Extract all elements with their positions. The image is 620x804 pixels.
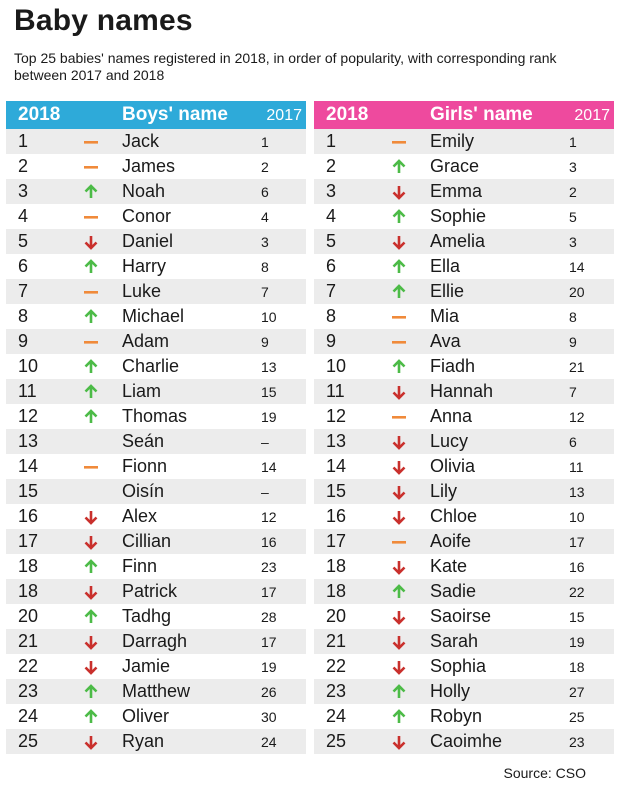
rank-2018: 25 <box>326 731 347 751</box>
baby-name: Michael <box>122 306 185 326</box>
rank-2018: 21 <box>18 631 39 651</box>
rank-2017: 21 <box>569 359 585 375</box>
table-row <box>314 454 614 479</box>
baby-name: Ryan <box>122 731 165 751</box>
arrow-down-icon <box>390 233 408 251</box>
arrow-up-icon <box>390 258 408 276</box>
rank-2018: 14 <box>326 456 347 476</box>
arrow-down-icon <box>390 508 408 526</box>
arrow-down-icon <box>82 508 100 526</box>
rank-2017: 26 <box>261 684 277 700</box>
arrow-up-icon <box>82 558 100 576</box>
table-row <box>314 179 614 204</box>
baby-name: Harry <box>122 256 166 276</box>
rank-2018: 6 <box>18 256 29 276</box>
rank-2018: 6 <box>326 256 337 276</box>
table-row <box>6 454 306 479</box>
rank-2018: 10 <box>326 356 347 376</box>
baby-name: Ava <box>430 331 461 351</box>
table-row <box>6 204 306 229</box>
rank-2017: 10 <box>261 309 277 325</box>
baby-name: Saoirse <box>430 606 492 626</box>
rank-2018: 16 <box>326 506 347 526</box>
table-row <box>6 129 306 154</box>
rank-2017: 15 <box>261 384 277 400</box>
rank-2018: 18 <box>18 581 39 601</box>
rank-2017: 3 <box>261 234 269 250</box>
rank-2017: 20 <box>569 284 585 300</box>
table-row <box>314 429 614 454</box>
girls-table-header <box>314 101 614 129</box>
no-change-dash-icon <box>82 333 100 351</box>
rank-2017: 12 <box>569 409 585 425</box>
table-row <box>314 604 614 629</box>
rank-2017: 19 <box>261 659 277 675</box>
rank-2018: 12 <box>18 406 39 426</box>
rank-2017: 16 <box>569 559 585 575</box>
table-row <box>314 629 614 654</box>
baby-name: Matthew <box>122 681 191 701</box>
rank-2017: 9 <box>261 334 269 350</box>
rank-2018: 11 <box>326 381 345 401</box>
rank-2018: 14 <box>18 456 39 476</box>
arrow-down-icon <box>390 458 408 476</box>
rank-2018: 10 <box>18 356 39 376</box>
baby-name: Sarah <box>430 631 479 651</box>
baby-name: Lucy <box>430 431 469 451</box>
baby-name: Luke <box>122 281 162 301</box>
arrow-down-icon <box>390 433 408 451</box>
rank-2017: 11 <box>569 459 584 475</box>
table-row <box>314 254 614 279</box>
table-row <box>6 379 306 404</box>
rank-2017: 28 <box>261 609 277 625</box>
rank-2018: 13 <box>18 431 39 451</box>
table-row <box>6 279 306 304</box>
table-row <box>314 704 614 729</box>
arrow-down-icon <box>82 658 100 676</box>
rank-2017: 3 <box>569 159 577 175</box>
arrow-up-icon <box>82 683 100 701</box>
arrow-up-icon <box>82 708 100 726</box>
rank-2017: 8 <box>569 309 577 325</box>
table-row <box>6 229 306 254</box>
arrow-down-icon <box>390 658 408 676</box>
girls-header-name: Girls' name <box>430 104 533 125</box>
arrow-down-icon <box>82 733 100 751</box>
table-row <box>6 429 306 454</box>
table-row <box>6 504 306 529</box>
rank-2018: 17 <box>326 531 347 551</box>
arrow-up-icon <box>390 583 408 601</box>
rank-2017: – <box>261 434 269 450</box>
rank-2018: 5 <box>18 231 29 251</box>
rank-2017: 7 <box>261 284 269 300</box>
no-change-dash-icon <box>82 158 100 176</box>
baby-name: Emily <box>430 131 474 151</box>
arrow-down-icon <box>390 633 408 651</box>
rank-2017: 1 <box>569 134 577 150</box>
baby-name: Ella <box>430 256 461 276</box>
table-row <box>314 304 614 329</box>
girls-header-2017: 2017 <box>574 107 610 124</box>
rank-2018: 24 <box>18 706 39 726</box>
girls-header-2018: 2018 <box>326 104 369 125</box>
table-row <box>6 354 306 379</box>
baby-name: Cillian <box>122 531 172 551</box>
rank-2017: 13 <box>569 484 585 500</box>
rank-2017: 7 <box>569 384 577 400</box>
baby-name: James <box>122 156 176 176</box>
rank-2017: 10 <box>569 509 585 525</box>
rank-2018: 15 <box>18 481 39 501</box>
baby-name: Chloe <box>430 506 478 526</box>
table-row <box>314 679 614 704</box>
baby-name: Fionn <box>122 456 168 476</box>
baby-name: Robyn <box>430 706 483 726</box>
table-row <box>314 129 614 154</box>
arrow-up-icon <box>82 608 100 626</box>
rank-2017: 27 <box>569 684 585 700</box>
rank-2017: 17 <box>261 584 277 600</box>
baby-name: Sophia <box>430 656 487 676</box>
baby-name: Liam <box>122 381 162 401</box>
table-row <box>314 554 614 579</box>
baby-name: Patrick <box>122 581 178 601</box>
arrow-up-icon <box>390 208 408 226</box>
no-change-dash-icon <box>82 208 100 226</box>
baby-name: Alex <box>122 506 158 526</box>
arrow-down-icon <box>390 558 408 576</box>
arrow-down-icon <box>82 533 100 551</box>
boys-names-table <box>6 101 306 754</box>
arrow-down-icon <box>390 483 408 501</box>
arrow-down-icon <box>82 583 100 601</box>
table-row <box>6 554 306 579</box>
boys-header-name: Boys' name <box>122 104 228 125</box>
table-row <box>314 654 614 679</box>
baby-name: Sophie <box>430 206 487 226</box>
rank-2018: 23 <box>18 681 39 701</box>
table-row <box>314 329 614 354</box>
table-row <box>314 479 614 504</box>
rank-2018: 18 <box>326 581 347 601</box>
baby-name: Darragh <box>122 631 188 651</box>
table-row <box>6 404 306 429</box>
source-note: Source: CSO <box>503 765 586 781</box>
arrow-up-icon <box>82 408 100 426</box>
no-change-dash-icon <box>82 133 100 151</box>
rank-2018: 11 <box>18 381 37 401</box>
rank-2018: 4 <box>18 206 29 226</box>
baby-name: Ellie <box>430 281 465 301</box>
baby-name: Kate <box>430 556 468 576</box>
no-change-dash-icon <box>82 458 100 476</box>
baby-name: Charlie <box>122 356 180 376</box>
rank-2017: 6 <box>261 184 269 200</box>
table-row <box>6 154 306 179</box>
rank-2018: 4 <box>326 206 337 226</box>
rank-2018: 22 <box>18 656 39 676</box>
rank-2017: 23 <box>569 734 585 750</box>
rank-2018: 22 <box>326 656 347 676</box>
table-row <box>6 529 306 554</box>
rank-2018: 16 <box>18 506 39 526</box>
page-subtitle: Top 25 babies' names registered in 2018, in order of popularity, with corresponding rank between 2017 and 2018 <box>14 50 557 83</box>
arrow-up-icon <box>390 683 408 701</box>
table-row <box>314 404 614 429</box>
rank-2017: 5 <box>569 209 577 225</box>
table-row <box>6 654 306 679</box>
rank-2017: 19 <box>569 634 585 650</box>
rank-2017: 22 <box>569 584 585 600</box>
table-row <box>314 154 614 179</box>
rank-2018: 7 <box>326 281 337 301</box>
rank-2018: 18 <box>326 556 347 576</box>
rank-2018: 5 <box>326 231 337 251</box>
rank-2017: 3 <box>569 234 577 250</box>
rank-2018: 1 <box>18 131 29 151</box>
no-trend-icon <box>82 433 100 451</box>
arrow-up-icon <box>82 258 100 276</box>
arrow-up-icon <box>390 283 408 301</box>
baby-name: Grace <box>430 156 480 176</box>
table-row <box>6 579 306 604</box>
baby-name: Olivia <box>430 456 476 476</box>
rank-2018: 2 <box>18 156 29 176</box>
table-row <box>6 704 306 729</box>
boys-table-rows <box>6 129 306 754</box>
arrow-up-icon <box>390 158 408 176</box>
baby-name: Emma <box>430 181 483 201</box>
no-change-dash-icon <box>390 533 408 551</box>
rank-2017: 16 <box>261 534 277 550</box>
no-trend-icon <box>82 483 100 501</box>
table-row <box>6 179 306 204</box>
table-row <box>6 254 306 279</box>
baby-name: Caoimhe <box>430 731 503 751</box>
baby-name: Jack <box>122 131 160 151</box>
arrow-down-icon <box>390 183 408 201</box>
table-row <box>6 729 306 754</box>
rank-2017: 4 <box>261 209 269 225</box>
rank-2018: 24 <box>326 706 347 726</box>
baby-name: Conor <box>122 206 172 226</box>
rank-2017: 18 <box>569 659 585 675</box>
rank-2017: – <box>261 484 269 500</box>
arrow-down-icon <box>82 633 100 651</box>
arrow-up-icon <box>82 383 100 401</box>
table-row <box>314 579 614 604</box>
baby-name: Hannah <box>430 381 494 401</box>
baby-name: Sadie <box>430 581 477 601</box>
table-row <box>6 679 306 704</box>
baby-name: Finn <box>122 556 158 576</box>
baby-name: Daniel <box>122 231 174 251</box>
baby-name: Amelia <box>430 231 486 251</box>
rank-2018: 1 <box>326 131 337 151</box>
table-row <box>6 479 306 504</box>
rank-2018: 3 <box>326 181 337 201</box>
table-row <box>314 379 614 404</box>
rank-2017: 8 <box>261 259 269 275</box>
baby-name: Noah <box>122 181 166 201</box>
baby-name: Jamie <box>122 656 171 676</box>
rank-2018: 12 <box>326 406 347 426</box>
rank-2017: 6 <box>569 434 577 450</box>
table-row <box>6 329 306 354</box>
baby-name: Thomas <box>122 406 188 426</box>
boys-header-2017: 2017 <box>266 107 302 124</box>
baby-name: Fiadh <box>430 356 476 376</box>
rank-2018: 7 <box>18 281 29 301</box>
rank-2018: 25 <box>18 731 39 751</box>
rank-2018: 8 <box>18 306 29 326</box>
arrow-down-icon <box>82 233 100 251</box>
rank-2017: 15 <box>569 609 585 625</box>
rank-2018: 17 <box>18 531 39 551</box>
no-change-dash-icon <box>82 283 100 301</box>
table-row <box>314 279 614 304</box>
baby-name: Oisín <box>122 481 165 501</box>
rank-2017: 19 <box>261 409 277 425</box>
baby-name: Aoife <box>430 531 472 551</box>
table-row <box>314 354 614 379</box>
arrow-up-icon <box>390 358 408 376</box>
baby-name: Anna <box>430 406 473 426</box>
rank-2017: 2 <box>261 159 269 175</box>
rank-2018: 18 <box>18 556 39 576</box>
rank-2017: 14 <box>569 259 585 275</box>
table-row <box>6 304 306 329</box>
rank-2017: 30 <box>261 709 277 725</box>
table-row <box>314 229 614 254</box>
baby-name: Tadhg <box>122 606 172 626</box>
rank-2017: 1 <box>261 134 269 150</box>
baby-name: Adam <box>122 331 170 351</box>
rank-2017: 17 <box>569 534 585 550</box>
rank-2018: 20 <box>18 606 39 626</box>
arrow-down-icon <box>390 733 408 751</box>
rank-2018: 15 <box>326 481 347 501</box>
baby-name: Lily <box>430 481 458 501</box>
no-change-dash-icon <box>390 333 408 351</box>
rank-2018: 23 <box>326 681 347 701</box>
girls-names-table <box>314 101 614 754</box>
baby-name: Holly <box>430 681 471 701</box>
rank-2018: 20 <box>326 606 347 626</box>
arrow-up-icon <box>82 308 100 326</box>
no-change-dash-icon <box>390 408 408 426</box>
rank-2018: 13 <box>326 431 347 451</box>
baby-name: Oliver <box>122 706 170 726</box>
arrow-down-icon <box>390 608 408 626</box>
boys-table-header <box>6 101 306 129</box>
table-row <box>314 204 614 229</box>
boys-header-2018: 2018 <box>18 104 61 125</box>
baby-name: Seán <box>122 431 165 451</box>
rank-2018: 21 <box>326 631 347 651</box>
table-row <box>314 504 614 529</box>
rank-2018: 8 <box>326 306 337 326</box>
rank-2017: 13 <box>261 359 277 375</box>
arrow-down-icon <box>390 383 408 401</box>
arrow-up-icon <box>82 183 100 201</box>
rank-2017: 24 <box>261 734 277 750</box>
rank-2017: 23 <box>261 559 277 575</box>
table-row <box>314 529 614 554</box>
rank-2017: 9 <box>569 334 577 350</box>
rank-2018: 3 <box>18 181 29 201</box>
table-row <box>6 604 306 629</box>
arrow-up-icon <box>390 708 408 726</box>
girls-table-rows <box>314 129 614 754</box>
page-title: Baby names <box>14 4 193 37</box>
table-row <box>6 629 306 654</box>
table-row <box>314 729 614 754</box>
baby-name: Mia <box>430 306 460 326</box>
rank-2017: 14 <box>261 459 277 475</box>
rank-2018: 2 <box>326 156 337 176</box>
no-change-dash-icon <box>390 308 408 326</box>
rank-2017: 17 <box>261 634 277 650</box>
rank-2018: 9 <box>18 331 29 351</box>
rank-2018: 9 <box>326 331 337 351</box>
no-change-dash-icon <box>390 133 408 151</box>
rank-2017: 25 <box>569 709 585 725</box>
rank-2017: 12 <box>261 509 277 525</box>
rank-2017: 2 <box>569 184 577 200</box>
arrow-up-icon <box>82 358 100 376</box>
